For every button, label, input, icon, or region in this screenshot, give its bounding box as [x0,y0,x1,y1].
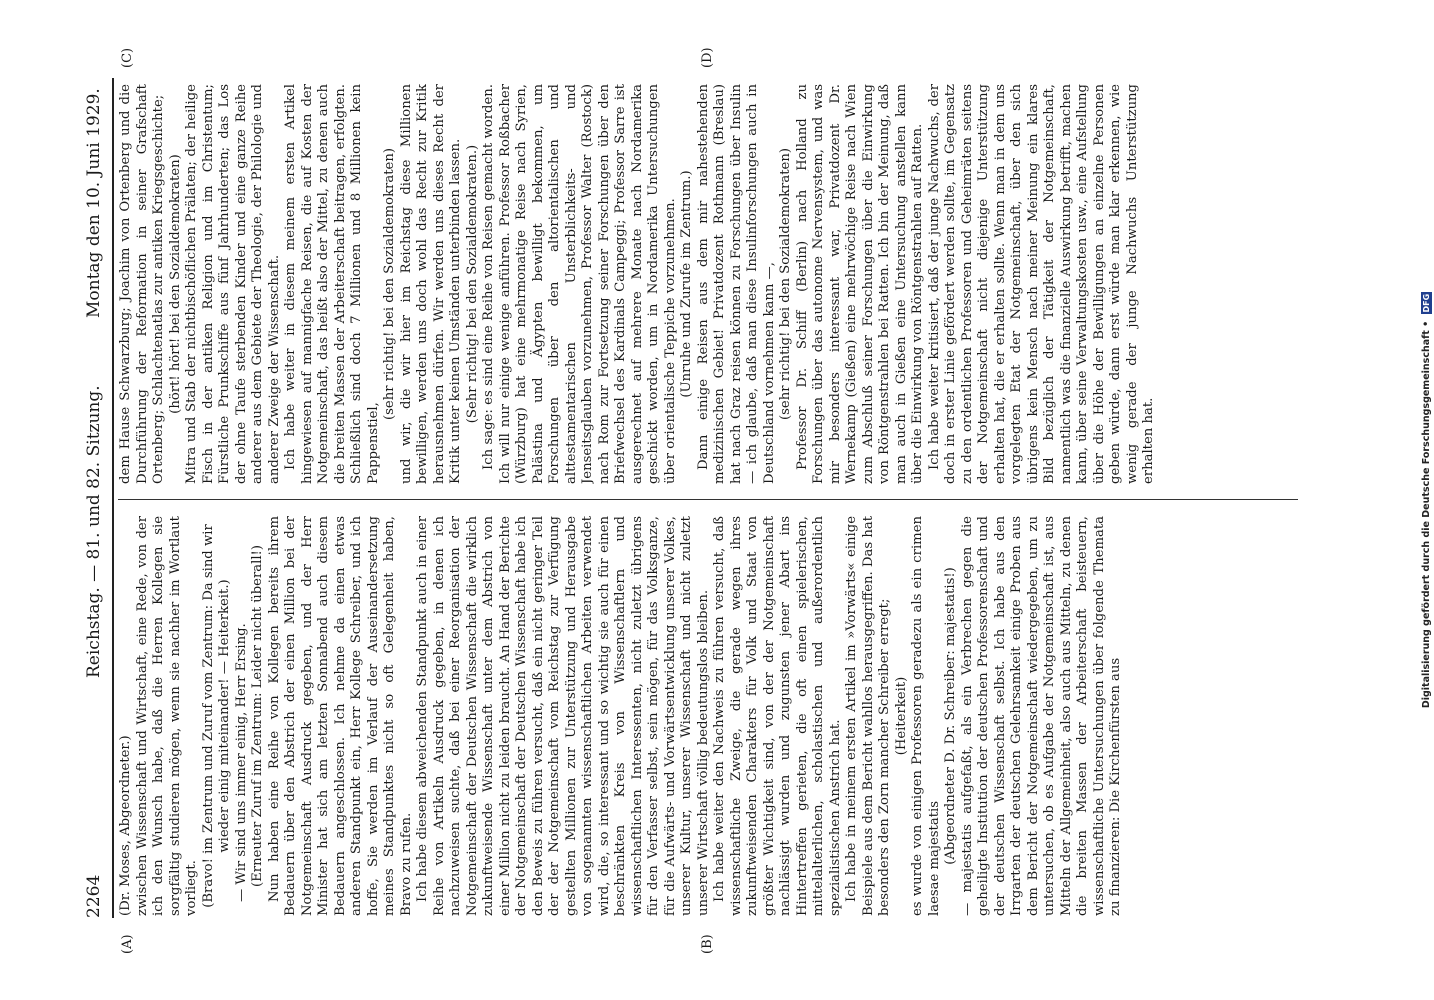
column-divider [118,499,1298,500]
right-column-paragraph: Ich sage: es sind eine Reihe von Reisen gemacht worden. Ich will nur einige wenige anführen. Professor Roßbacher (Würzburg) hat eine mehrmonatige Reise nach Syrien, Palästina und Ägypten bewilligt bekommen, um Forschungen über den altorientalischen und alttestamentarischen Unsterblichkeits- und Jenseitsglauben vorzunehmen, Professor Walter (Rostock) nach Rom zur Fortsetzung seiner Forschungen über den Briefwechsel des Kardinals Campeggi; Professor Sarre ist ausgerechnet auf mehrere Monate nach Nordamerika geschickt worden, um in Nordamerika Untersuchungen über orientalische Teppiche vorzunehmen. [481,84,678,484]
right-text-column [118,84,1298,484]
left-column-paragraph: Nun haben eine Reihe von Kollegen bereits ihrem Bedauern über den Abstrich der einen Million bei der Notgemeinschaft Ausdruck gegeben, und der Herr Minister hat sich am letzten Sonnabend auch diesem Bedauern angeschlossen. Ich nehme da einen etwas anderen Standpunkt ein, Herr Kollege Schreiber, und ich hoffe, Sie werden im Verlauf der Auseinandersetzung meines Standpunktes nicht so oft Gelegenheit haben, Bravo zu rufen. [266,516,414,916]
left-column-paragraph: es wurde von einigen Professoren geradezu als ein crimen laesae majestatis [910,516,942,916]
digitization-credit [1420,0,1434,1000]
left-column-paragraph: Ich habe in meinem ersten Artikel im »Vorwärts« einige Beispiele aus dem Bericht wahllos herausgegriffen. Das hat besonders den Zorn mancher Schreiber erregt; [844,516,892,916]
page-header [84,78,110,918]
right-column-paragraph: Ich habe weiter kritisiert, daß der junge Nachwuchs, der doch in erster Linie gefördert werden sollte, im Gegensatz zu den ordentlichen Professoren und Geheimräten seitens der Notgemeinschaft nicht diejenige Unterstützung erhalten hat, die er erhalten sollte. Wenn man in dem uns vorgelegten Etat der Notgemeinschaft, über den sich übrigens kein Mensch nach meiner Meinung ein klares Bild bezüglich der Tätigkeit der Notgemeinschaft, namentlich was die finanzielle Auswirkung betrifft, machen kann, über seine Verwaltungskosten usw., eine Aufstellung über die Höhe der Bewilligungen an einzelne Personen geben würde, dann erst würde man klar erkennen, wie wenig gerade der junge Nachwuchs Unterstützung erhalten hat. [926,84,1156,484]
page-date: Montag den 10. Juni 1929. [84,88,104,318]
right-column-paragraph: dem Hause Schwarzburg; Joachim von Ortenberg und die Durchführung der Reformation in seiner Grafschaft Ortenberg; Schlachtenatlas zur antiken Kriegsgeschichte; [118,84,166,484]
left-column-paragraph: — majestatis aufgefaßt, als ein Verbrechen gegen die geheiligte Institution der deutschen Professorenschaft und der deutschen Wissenschaft selbst. Ich habe aus den Irrgarten der deutschen Gelehrsamkeit einige Proben aus dem Bericht der Notgemeinschaft wiedergegeben, um zu untersuchen, ob es Aufgabe der Notgemeinschaft ist, aus Mitteln der Allgemeinheit, also auch aus Mitteln, zu denen die breiten Massen der Arbeiterschaft beisteuern, wissenschaftliche Untersuchungen über folgende Themata zu finanzieren: Die Kirchenfürsten aus [959,516,1123,916]
left-column-paragraph: Ich habe diesem abweichenden Standpunkt auch in einer Reihe von Artikeln Ausdruck gegeben, in denen ich nachzuweisen suchte, daß bei einer Reorganisation der Notgemeinschaft der Deutschen Wissenschaft die wirklich zukunftweisende Wissenschaft unter dem Abstrich von einer Million nicht zu leiden braucht. An Hand der Berichte der Notgemeinschaft der Deutschen Wissenschaft habe ich den Beweis zu führen versucht, daß ein nicht geringer Teil der der Notgemeinschaft vom Reichstag zur Verfügung gestellten Millionen zur Unterstützung und Herausgabe von sogenannten wissenschaftlichen Arbeiten verwendet wird, die, so interessant und so wichtig sie auch für einen beschränkten Kreis von Wissenschaftlern und wissenschaftlichen Interessenten, nicht zuletzt übrigens für den Verfasser selbst, sein mögen, für das Volksganze, für die Aufwärts- und Vorwärtsentwicklung unserer Volkes, unserer Kultur, unserer Wissenschaft und nicht zuletzt unserer Wirtschaft völlig bedeutungslos bleiben. [415,516,711,916]
left-column-paragraph: (Dr. Moses, Abgeordneter.) [118,735,133,916]
page-number: 2264 [84,874,104,918]
right-column-paragraph: (Unruhe und Zurufe im Zentrum.) [679,170,694,398]
dfg-logo: DFG [1422,293,1431,313]
right-column-paragraph: (sehr richtig! bei den Sozialdemokraten) [382,148,397,420]
left-column-paragraph: (Abgeordneter D. Dr. Schreiber: majestatis!) [943,567,958,865]
right-column-paragraph: (sehr richtig! bei den Sozialdemokraten) [778,148,793,420]
right-column-paragraph: (hört! hört! bei den Sozialdemokraten) [167,154,183,414]
left-text-column [118,516,1298,916]
margin-marker-c: (C) [120,47,135,68]
left-column-paragraph: (Erneuter Zuruf im Zentrum: Leider nicht überall!) [250,545,265,887]
right-column-paragraph: Mitra und Stab der nichtbischöflichen Prälaten; der heilige Fisch in der antiken Religion und im Christentum; Fürstliche Prunkschiffe aus fünf Jahrhunderten; das Los der ohne Taufe sterbenden Kinder und eine ganze Reihe anderer aus dem Gebiete der Theologie, der Philologie und anderer Zweige der Wissenschaft. [184,84,282,484]
right-column-paragraph: (Sehr richtig! bei den Sozialdemokraten.) [464,144,480,424]
credit-text: Digitalisierung gefördert durch die Deutsche Forschungsgemeinschaft • [1421,320,1432,709]
margin-marker-d: (D) [700,47,715,68]
right-column-paragraph: Ich habe weiter in diesem meinem ersten Artikel hingewiesen auf mannigfache Reisen, die auf Kosten der Notgemeinschaft, das heißt also der Mittel, zu denen auch die breiten Massen der Arbeiterschaft beitragen, erfolgten. Schließlich sind doch 7 Millionen und 8 Millionen kein Pappenstiel, [283,84,381,484]
margin-marker-a: (A) [120,934,135,954]
left-column-paragraph: Ich habe weiter den Nachweis zu führen versucht, daß wissenschaftliche Zweige, die gerade wegen ihres zukunftweisenden Charakters für Volk und Staat von größter Wichtigkeit sind, von der der Notgemeinschaft nachlässigt wurden und zugunsten jener Abart ins Hintertreffen gerieten, die oft einen spielerischen, mittelalterlichen, scholastischen und außerordentlich spezialistischen Anstrich hat. [712,516,843,916]
right-column-paragraph: Professor Dr. Schiff (Berlin) nach Holland zu Forschungen über das autonome Nervensystem, und was mir besonders interessant war, Privatdozent Dr. Wernekamp (Gießen) eine mehrwöchige Reise nach Wien zum Abschluß seiner Forschungen über die Einwirkung von Röntgenstrahlen bei Ratten. Ich bin der Meinung, daß man auch in Gießen eine Untersuchung anstellen kann über die Einwirkung von Röntgenstrahlen auf Ratten. [794,84,925,484]
right-column-paragraph: und wir, die wir hier im Reichstag diese Millionen bewilligen, werden uns doch wohl das Recht zur Kritik herausnehmen dürfen. Wir werden uns dieses Recht der Kritik unter keinen Umständen unterbinden lassen. [398,84,463,484]
left-column-paragraph: (Heiterkeit) [893,676,909,756]
left-column-paragraph: zwischen Wissenschaft und Wirtschaft, eine Rede, von der ich den Wunsch habe, daß die Herren Kollegen sie sorgfältig studieren mögen, wenn sie nachher im Wortlaut vorliegt. [134,516,199,916]
margin-marker-b: (B) [700,934,715,954]
left-column-paragraph: (Bravo! im Zentrum und Zuruf vom Zentrum: Da sind wir wieder einig miteinander! — Heiterkeit.) [200,524,232,908]
header-rule [112,78,114,918]
left-column-paragraph: — Wir sind uns immer einig, Herr Ersing. [233,623,249,902]
right-column-paragraph: Dann einige Reisen aus dem mir nahestehenden medizinischen Gebiet! Privatdozent Rothmann (Breslau) hat nach Graz reisen können zu Forschungen über Insulin — ich glaube, daß man diese Insulinforschungen auch in Deutschland vornehmen kann —, [695,84,777,484]
page-title: Reichstag. — 81. und 82. Sitzung. [84,385,104,678]
